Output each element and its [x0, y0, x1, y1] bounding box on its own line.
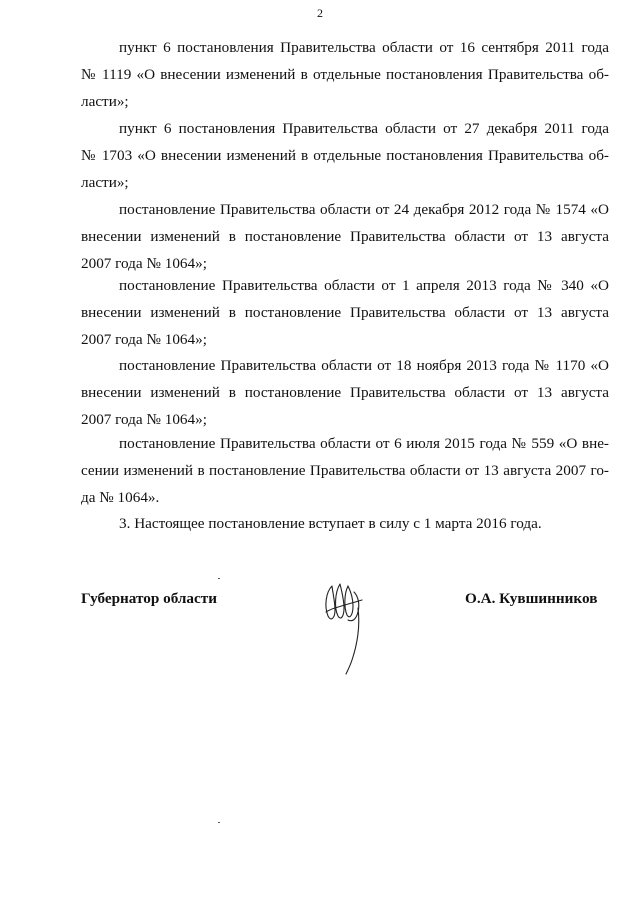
paragraph-line: ласти»;	[81, 174, 129, 191]
paragraph-line: пункт 6 постановления Правительства области от 27 декабря 2011 года	[119, 120, 609, 137]
paragraph-line: № 1703 «О внесении изменений в отдельные постановления Правительства об-	[81, 147, 609, 164]
paragraph-line: внесении изменений в постановление Правительства области от 13 августа	[81, 304, 609, 321]
list-item	[81, 430, 609, 511]
paragraph-line: 2007 года № 1064»;	[81, 331, 207, 348]
paragraph-line: сении изменений в постановление Правительства области от 13 августа 2007 го-	[81, 462, 609, 479]
paragraph-line: да № 1064».	[81, 489, 160, 506]
list-item	[81, 272, 609, 353]
paragraph-line: ласти»;	[81, 93, 129, 110]
list-item	[81, 34, 609, 115]
paragraph-line: 3. Настоящее постановление вступает в силу с 1 марта 2016 года.	[119, 515, 542, 532]
paragraph-line: постановление Правительства области от 18 ноября 2013 года № 1170 «О	[119, 357, 609, 374]
signatory-name: О.А. Кувшинников	[465, 590, 598, 607]
list-item	[81, 352, 609, 433]
signature-block	[0, 578, 640, 688]
signatory-title: Губернатор области	[81, 590, 217, 607]
paragraph-line: постановление Правительства области от 24 декабря 2012 года № 1574 «О	[119, 201, 609, 218]
list-item	[81, 196, 609, 277]
paragraph-line: постановление Правительства области от 6 июля 2015 года № 559 «О вне-	[119, 435, 609, 452]
paragraph-line: постановление Правительства области от 1 апреля 2013 года № 340 «О	[119, 277, 609, 294]
scan-speck	[218, 822, 220, 823]
paragraph-line: внесении изменений в постановление Правительства области от 13 августа	[81, 228, 609, 245]
list-item	[81, 510, 609, 537]
list-item	[81, 115, 609, 196]
paragraph-line: № 1119 «О внесении изменений в отдельные постановления Правительства об-	[81, 66, 609, 83]
paragraph-line: пункт 6 постановления Правительства области от 16 сентября 2011 года	[119, 39, 609, 56]
handwritten-signature	[318, 578, 378, 678]
paragraph-line: внесении изменений в постановление Правительства области от 13 августа	[81, 384, 609, 401]
page-number: 2	[317, 6, 323, 20]
paragraph-line: 2007 года № 1064»;	[81, 255, 207, 272]
paragraph-line: 2007 года № 1064»;	[81, 411, 207, 428]
